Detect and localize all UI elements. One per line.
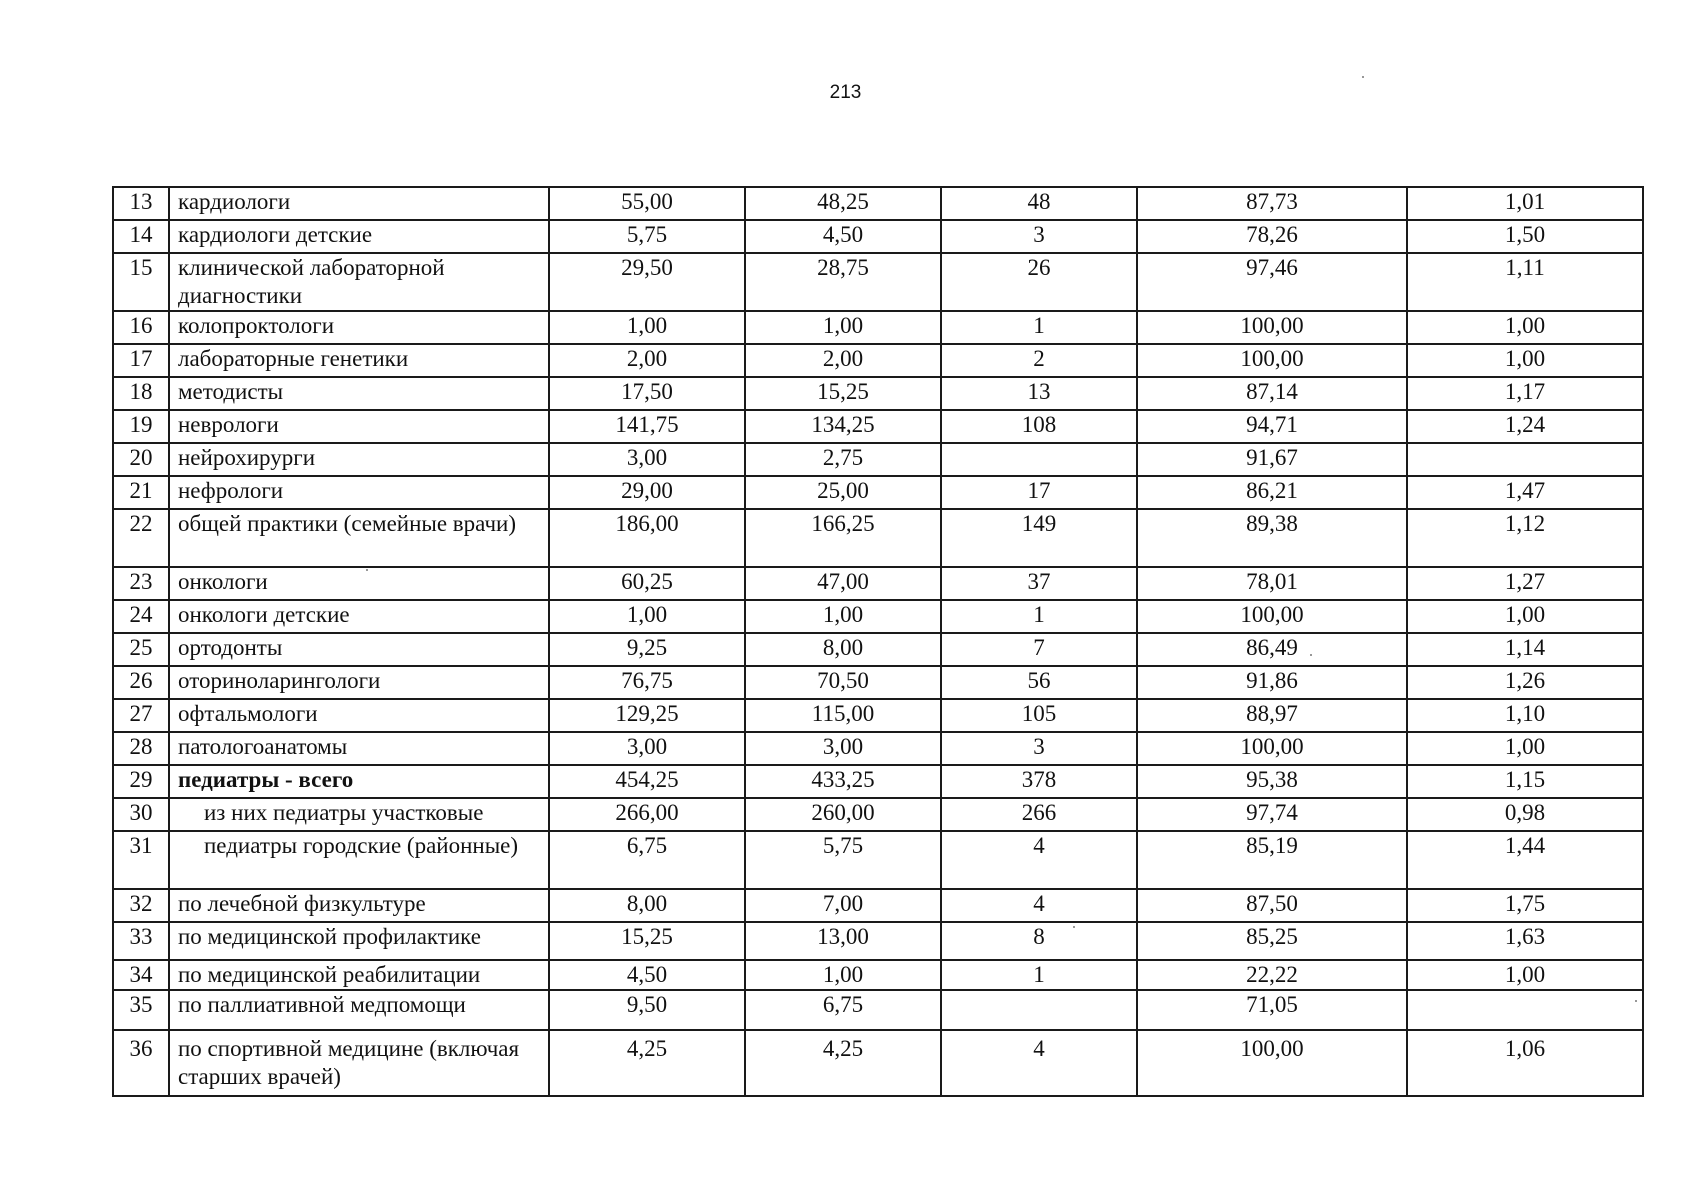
value-cell-5: 1,00 [1407, 344, 1643, 377]
specialty-name: онкологи детские [169, 600, 549, 633]
specialty-name-cell [169, 798, 549, 831]
specialty-name: общей практики (семейные врачи) [169, 509, 549, 567]
value-cell-4: 97,46 [1137, 253, 1407, 311]
value-cell-1: 1,00 [549, 600, 745, 633]
table-row [113, 990, 1643, 1030]
value-cell-1: 15,25 [549, 922, 745, 960]
value-cell-1: 60,25 [549, 567, 745, 600]
value-cell-2: 1,00 [745, 311, 941, 344]
row-number: 21 [113, 476, 169, 509]
value-cell-2: 134,25 [745, 410, 941, 443]
row-number: 35 [113, 990, 169, 1030]
row-number: 27 [113, 699, 169, 732]
page-number: 213 [829, 82, 862, 103]
value-cell-1: 454,25 [549, 765, 745, 798]
table-row [113, 633, 1643, 666]
specialty-name: по медицинской реабилитации [169, 960, 549, 990]
value-cell-5: 1,27 [1407, 567, 1643, 600]
table-row-total [113, 765, 1643, 798]
table-row [113, 344, 1643, 377]
value-cell-1: 29,00 [549, 476, 745, 509]
value-cell-2: 115,00 [745, 699, 941, 732]
value-cell-3: 7 [941, 633, 1137, 666]
scan-speck [1073, 926, 1075, 928]
value-cell-5: 1,50 [1407, 220, 1643, 253]
table-row [113, 889, 1643, 922]
value-cell-4: 22,22 [1137, 960, 1407, 990]
value-cell-3: 26 [941, 253, 1137, 311]
value-cell-4: 100,00 [1137, 311, 1407, 344]
specialty-name: оториноларингологи [169, 666, 549, 699]
value-cell-5: 1,26 [1407, 666, 1643, 699]
value-cell-1: 9,25 [549, 633, 745, 666]
value-cell-4: 91,67 [1137, 443, 1407, 476]
value-cell-3: 8 [941, 922, 1137, 960]
value-cell-1: 5,75 [549, 220, 745, 253]
specialty-name: колопроктологи [169, 311, 549, 344]
value-cell-2: 2,75 [745, 443, 941, 476]
table-row [113, 476, 1643, 509]
value-cell-4: 89,38 [1137, 509, 1407, 567]
value-cell-4: 85,25 [1137, 922, 1407, 960]
value-cell-2: 7,00 [745, 889, 941, 922]
value-cell-5: 1,44 [1407, 831, 1643, 889]
value-cell-2: 1,00 [745, 600, 941, 633]
specialty-name: педиатры - всего [169, 765, 549, 798]
scan-speck [1362, 76, 1364, 78]
value-cell-2: 48,25 [745, 187, 941, 220]
specialty-name: по лечебной физкультуре [169, 889, 549, 922]
value-cell-2: 70,50 [745, 666, 941, 699]
value-cell-3: 56 [941, 666, 1137, 699]
value-cell-1: 6,75 [549, 831, 745, 889]
table-row [113, 253, 1643, 311]
value-cell-1: 17,50 [549, 377, 745, 410]
scan-speck [1635, 1000, 1637, 1002]
value-cell-3: 3 [941, 732, 1137, 765]
value-cell-4: 87,14 [1137, 377, 1407, 410]
value-cell-5: 0,98 [1407, 798, 1643, 831]
value-cell-5: 1,63 [1407, 922, 1643, 960]
table-row [113, 443, 1643, 476]
value-cell-2: 4,50 [745, 220, 941, 253]
value-cell-3: 1 [941, 600, 1137, 633]
value-cell-3: 2 [941, 344, 1137, 377]
row-number: 16 [113, 311, 169, 344]
row-number: 24 [113, 600, 169, 633]
value-cell-2: 13,00 [745, 922, 941, 960]
value-cell-4: 100,00 [1137, 344, 1407, 377]
value-cell-2: 166,25 [745, 509, 941, 567]
scan-speck [1310, 654, 1312, 656]
table-row [113, 509, 1643, 567]
table-row [113, 600, 1643, 633]
row-number: 20 [113, 443, 169, 476]
table-row [113, 960, 1643, 990]
table-row [113, 666, 1643, 699]
value-cell-1: 2,00 [549, 344, 745, 377]
specialty-name: неврологи [169, 410, 549, 443]
value-cell-3: 108 [941, 410, 1137, 443]
row-number: 36 [113, 1030, 169, 1096]
value-cell-3: 1 [941, 960, 1137, 990]
value-cell-1: 8,00 [549, 889, 745, 922]
value-cell-4: 88,97 [1137, 699, 1407, 732]
value-cell-3: 4 [941, 889, 1137, 922]
specialty-name: кардиологи детские [169, 220, 549, 253]
value-cell-1: 4,25 [549, 1030, 745, 1096]
table-row [113, 311, 1643, 344]
specialty-name: нейрохирурги [169, 443, 549, 476]
value-cell-5: 1,14 [1407, 633, 1643, 666]
table-row [113, 377, 1643, 410]
specialty-name: патологоанатомы [169, 732, 549, 765]
table-row [113, 220, 1643, 253]
value-cell-2: 8,00 [745, 633, 941, 666]
table-row-subitem [113, 798, 1643, 831]
row-number: 18 [113, 377, 169, 410]
row-number: 19 [113, 410, 169, 443]
value-cell-4: 78,26 [1137, 220, 1407, 253]
value-cell-2: 15,25 [745, 377, 941, 410]
value-cell-3 [941, 990, 1137, 1030]
table-row [113, 732, 1643, 765]
row-number: 31 [113, 831, 169, 889]
specialty-name: из них педиатры участковые [204, 800, 484, 825]
value-cell-3: 4 [941, 1030, 1137, 1096]
value-cell-2: 6,75 [745, 990, 941, 1030]
specialty-name: ортодонты [169, 633, 549, 666]
specialty-name: офтальмологи [169, 699, 549, 732]
value-cell-3: 48 [941, 187, 1137, 220]
value-cell-3: 266 [941, 798, 1137, 831]
value-cell-4: 86,49 [1137, 633, 1407, 666]
value-cell-2: 25,00 [745, 476, 941, 509]
value-cell-4: 78,01 [1137, 567, 1407, 600]
value-cell-5: 1,12 [1407, 509, 1643, 567]
value-cell-5: 1,00 [1407, 732, 1643, 765]
value-cell-2: 47,00 [745, 567, 941, 600]
value-cell-5 [1407, 443, 1643, 476]
value-cell-5: 1,10 [1407, 699, 1643, 732]
value-cell-5: 1,47 [1407, 476, 1643, 509]
value-cell-3: 378 [941, 765, 1137, 798]
row-number: 23 [113, 567, 169, 600]
value-cell-4: 87,50 [1137, 889, 1407, 922]
value-cell-2: 5,75 [745, 831, 941, 889]
value-cell-5: 1,15 [1407, 765, 1643, 798]
table-row [113, 187, 1643, 220]
table-row [113, 410, 1643, 443]
row-number: 14 [113, 220, 169, 253]
value-cell-5: 1,75 [1407, 889, 1643, 922]
table-row [113, 567, 1643, 600]
specialty-name: методисты [169, 377, 549, 410]
value-cell-2: 260,00 [745, 798, 941, 831]
specialty-name: нефрологи [169, 476, 549, 509]
value-cell-5: 1,17 [1407, 377, 1643, 410]
row-number: 33 [113, 922, 169, 960]
table-row-subitem [113, 831, 1643, 889]
specialty-name: лабораторные генетики [169, 344, 549, 377]
value-cell-1: 1,00 [549, 311, 745, 344]
row-number: 22 [113, 509, 169, 567]
value-cell-5: 1,11 [1407, 253, 1643, 311]
value-cell-3: 17 [941, 476, 1137, 509]
value-cell-3: 1 [941, 311, 1137, 344]
value-cell-2: 2,00 [745, 344, 941, 377]
specialty-name: онкологи [169, 567, 549, 600]
value-cell-5: 1,00 [1407, 311, 1643, 344]
value-cell-4: 87,73 [1137, 187, 1407, 220]
value-cell-1: 266,00 [549, 798, 745, 831]
value-cell-1: 9,50 [549, 990, 745, 1030]
specialty-name: кардиологи [169, 187, 549, 220]
value-cell-4: 100,00 [1137, 1030, 1407, 1096]
value-cell-3: 105 [941, 699, 1137, 732]
value-cell-5 [1407, 990, 1643, 1030]
value-cell-1: 29,50 [549, 253, 745, 311]
specialty-name-cell [169, 831, 549, 889]
value-cell-3: 37 [941, 567, 1137, 600]
row-number: 29 [113, 765, 169, 798]
value-cell-1: 186,00 [549, 509, 745, 567]
value-cell-4: 95,38 [1137, 765, 1407, 798]
value-cell-5: 1,00 [1407, 600, 1643, 633]
value-cell-1: 129,25 [549, 699, 745, 732]
value-cell-4: 86,21 [1137, 476, 1407, 509]
value-cell-4: 71,05 [1137, 990, 1407, 1030]
staffing-table [112, 186, 1644, 1097]
value-cell-1: 55,00 [549, 187, 745, 220]
row-number: 25 [113, 633, 169, 666]
value-cell-4: 97,74 [1137, 798, 1407, 831]
value-cell-3: 3 [941, 220, 1137, 253]
value-cell-5: 1,01 [1407, 187, 1643, 220]
value-cell-3: 149 [941, 509, 1137, 567]
value-cell-5: 1,00 [1407, 960, 1643, 990]
value-cell-3 [941, 443, 1137, 476]
value-cell-2: 28,75 [745, 253, 941, 311]
row-number: 28 [113, 732, 169, 765]
value-cell-4: 100,00 [1137, 732, 1407, 765]
table-row [113, 699, 1643, 732]
staffing-table-body [113, 187, 1643, 1096]
value-cell-2: 3,00 [745, 732, 941, 765]
scan-speck [366, 569, 368, 571]
row-number: 15 [113, 253, 169, 311]
row-number: 32 [113, 889, 169, 922]
value-cell-1: 3,00 [549, 443, 745, 476]
value-cell-2: 4,25 [745, 1030, 941, 1096]
row-number: 26 [113, 666, 169, 699]
specialty-name: по паллиативной медпомощи [169, 990, 549, 1030]
value-cell-4: 85,19 [1137, 831, 1407, 889]
value-cell-1: 141,75 [549, 410, 745, 443]
row-number: 17 [113, 344, 169, 377]
value-cell-4: 100,00 [1137, 600, 1407, 633]
value-cell-5: 1,06 [1407, 1030, 1643, 1096]
specialty-name: клинической лабораторной диагностики [169, 253, 549, 311]
row-number: 30 [113, 798, 169, 831]
specialty-name: по спортивной медицине (включая старших врачей) [169, 1030, 549, 1096]
table-row [113, 922, 1643, 960]
value-cell-2: 433,25 [745, 765, 941, 798]
value-cell-2: 1,00 [745, 960, 941, 990]
value-cell-1: 76,75 [549, 666, 745, 699]
value-cell-3: 13 [941, 377, 1137, 410]
specialty-name: педиатры городские (районные) [204, 833, 519, 858]
row-number: 13 [113, 187, 169, 220]
value-cell-3: 4 [941, 831, 1137, 889]
value-cell-5: 1,24 [1407, 410, 1643, 443]
value-cell-4: 94,71 [1137, 410, 1407, 443]
table-row [113, 1030, 1643, 1096]
value-cell-1: 4,50 [549, 960, 745, 990]
value-cell-1: 3,00 [549, 732, 745, 765]
row-number: 34 [113, 960, 169, 990]
specialty-name: по медицинской профилактике [169, 922, 549, 960]
value-cell-4: 91,86 [1137, 666, 1407, 699]
